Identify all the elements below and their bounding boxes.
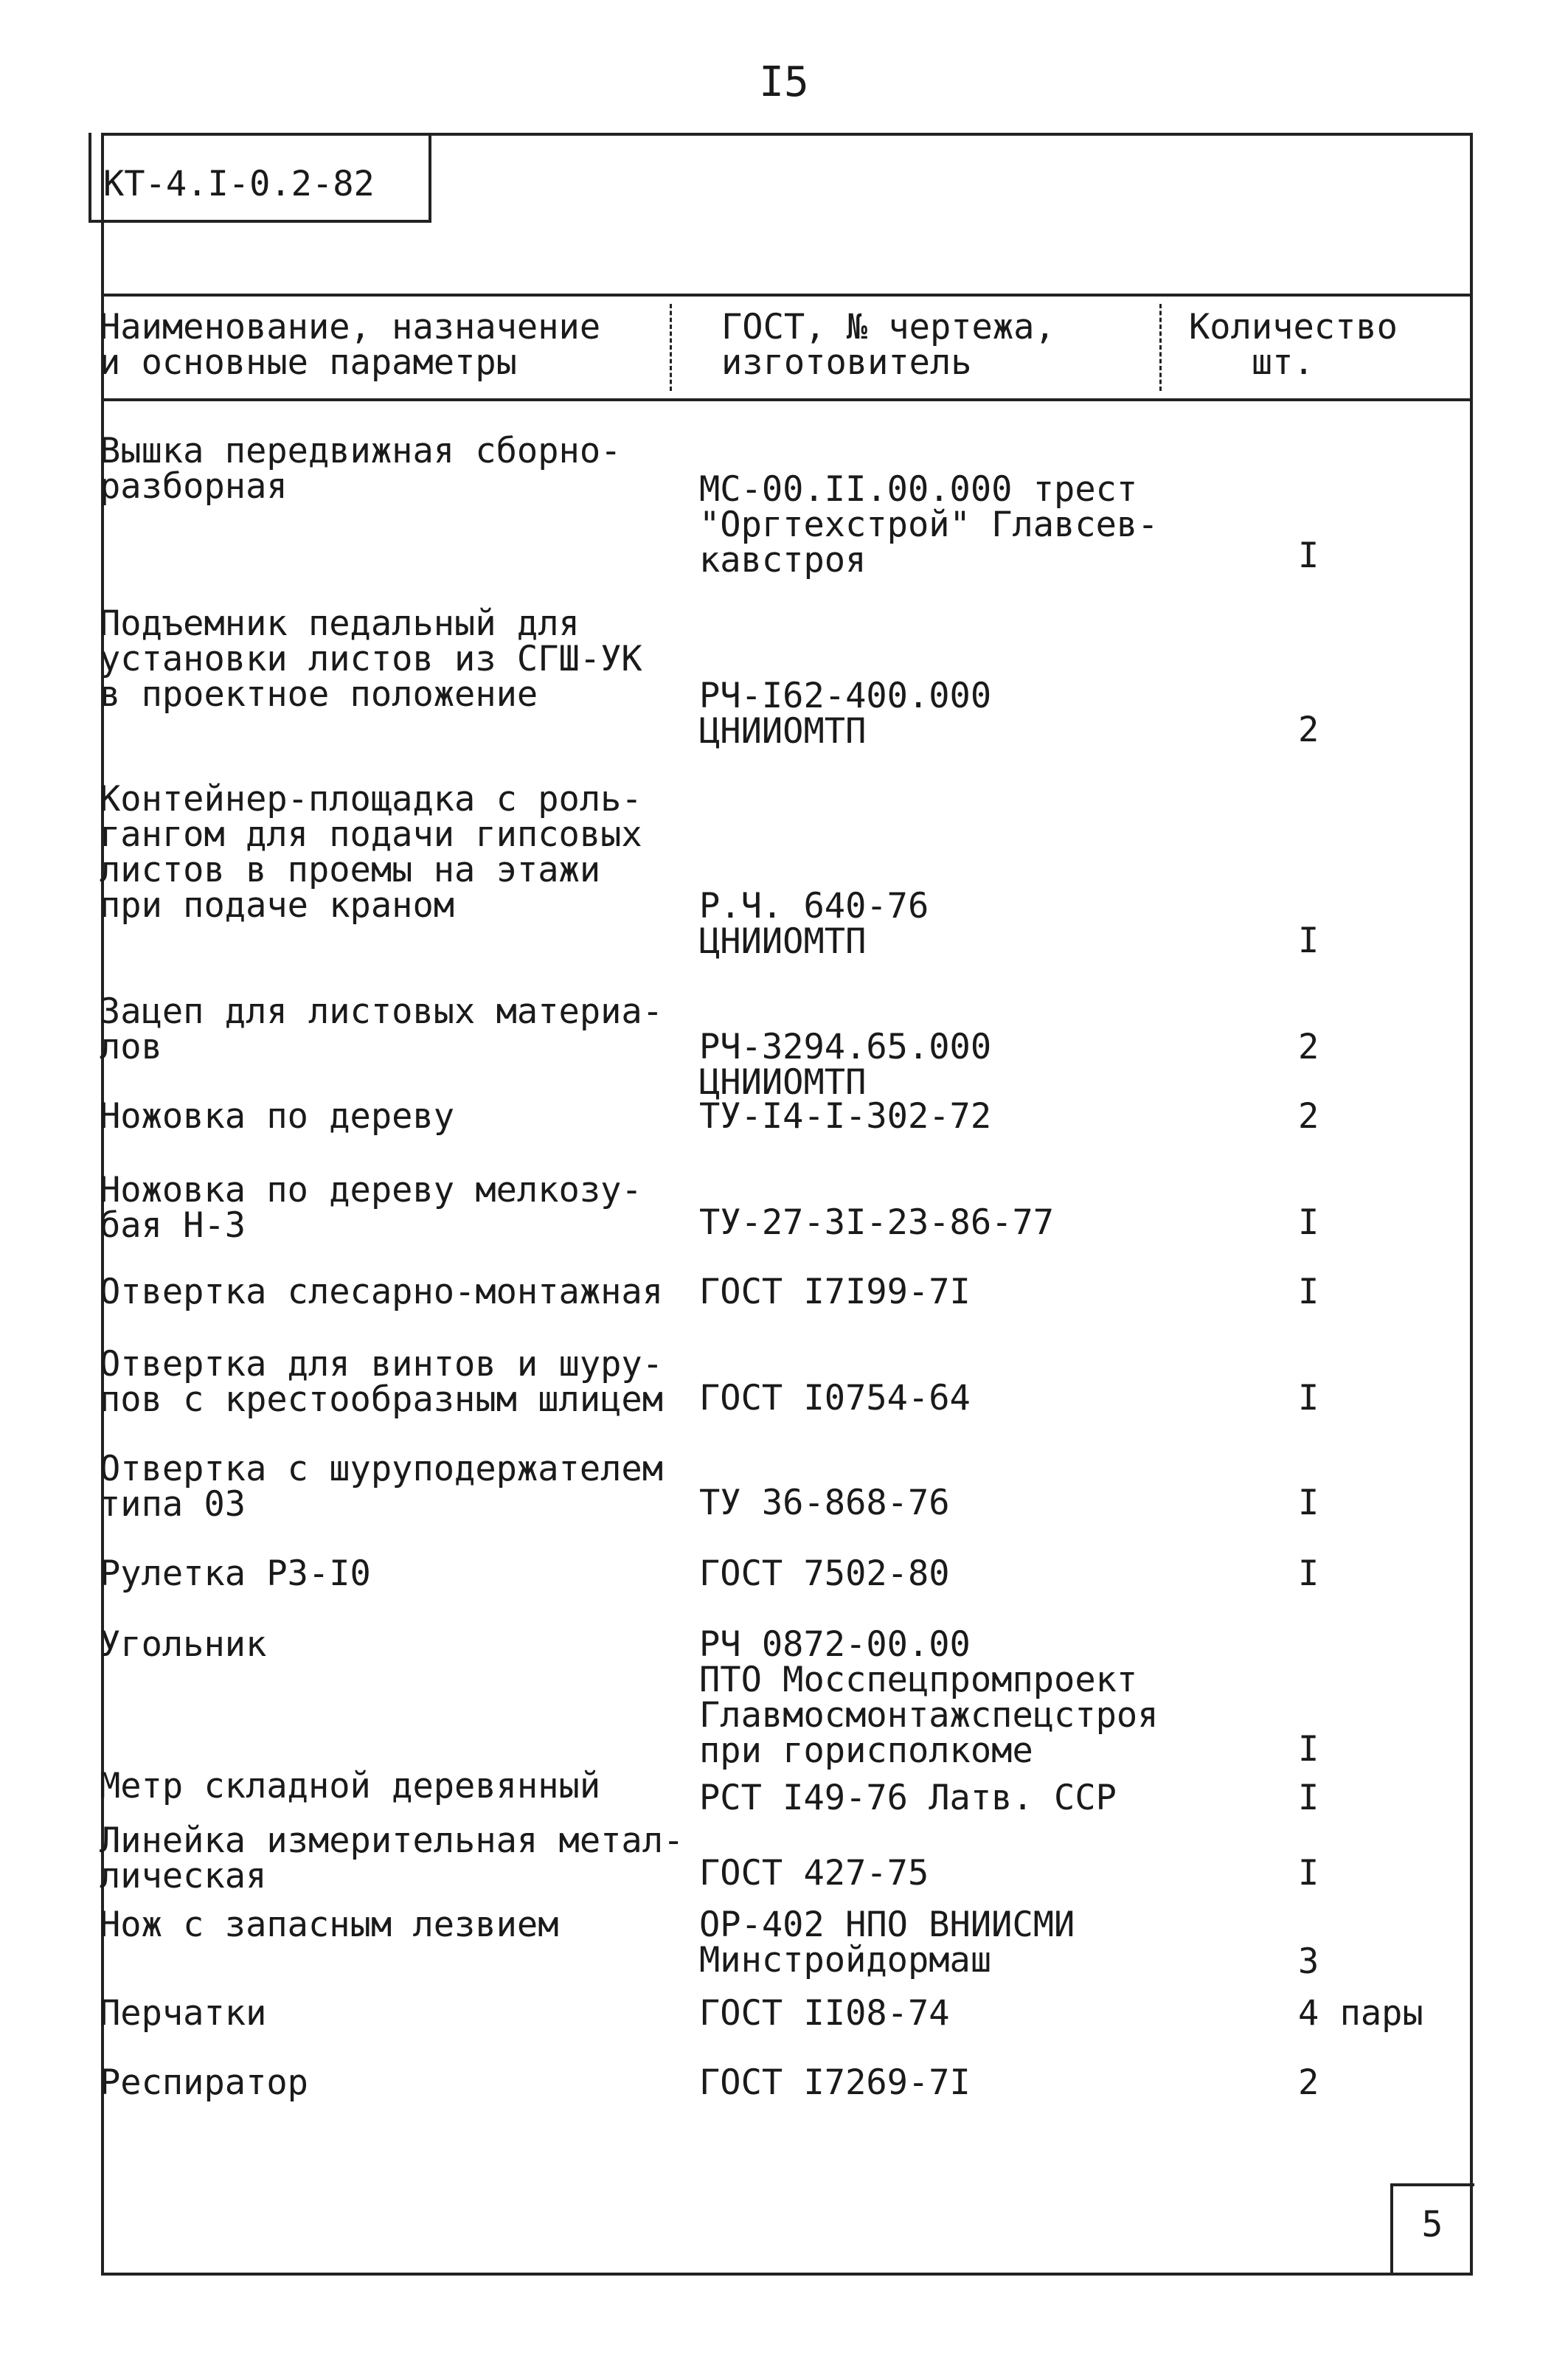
row-4-quantity: 2: [1298, 1027, 1319, 1067]
row-2-gost: РЧ-I62-400.000 ЦНИИОМТП: [699, 676, 992, 752]
row-10-gost: ГОСТ 7502-80: [699, 1553, 950, 1594]
row-12-name: Метр складной деревянный: [100, 1766, 601, 1806]
row-11-quantity: I: [1298, 1729, 1319, 1770]
row-13-name: Линейка измерительная метал- лическая: [100, 1820, 684, 1896]
row-5-name: Ножовка по дереву: [100, 1096, 455, 1137]
row-13-quantity: I: [1298, 1853, 1319, 1893]
header-bottom-rule: [101, 398, 1473, 401]
row-3-gost: Р.Ч. 640-76 ЦНИИОМТП: [699, 886, 929, 962]
row-2-name: Подъемник педальный для установки листов из СГШ-УК в проектное положение: [100, 603, 642, 715]
row-4-name: Зацеп для листовых материа- лов: [100, 991, 664, 1067]
row-8-quantity: I: [1298, 1378, 1319, 1418]
row-4-gost: РЧ-3294.65.000 ЦНИИОМТП: [699, 1027, 992, 1103]
row-14-name: Нож с запасным лезвием: [100, 1905, 559, 1945]
row-10-quantity: I: [1298, 1553, 1319, 1594]
row-15-name: Перчатки: [100, 1993, 267, 2034]
page-number: I5: [759, 58, 809, 106]
row-12-gost: РСТ I49-76 Латв. ССР: [699, 1778, 1117, 1818]
row-10-name: Рулетка РЗ-I0: [100, 1553, 371, 1594]
row-11-name: Угольник: [100, 1624, 267, 1665]
header-top-rule: [101, 294, 1473, 297]
sheet-number: 5: [1421, 2204, 1443, 2245]
row-16-name: Респиратор: [100, 2062, 308, 2103]
row-7-quantity: I: [1298, 1272, 1319, 1312]
row-8-gost: ГОСТ I0754-64: [699, 1378, 971, 1418]
row-14-quantity: 3: [1298, 1941, 1319, 1982]
row-7-name: Отвертка слесарно-монтажная: [100, 1272, 664, 1312]
row-12-quantity: I: [1298, 1778, 1319, 1818]
row-14-gost: ОР-402 НПО ВНИИСМИ Минстройдормаш: [699, 1905, 1075, 1981]
row-1-name: Вышка передвижная сборно- разборная: [100, 431, 622, 507]
column-header-gost: ГОСТ, № чертежа, изготовитель: [721, 307, 1055, 383]
row-2-quantity: 2: [1298, 710, 1319, 750]
document-code: КТ-4.I-0.2-82: [103, 164, 375, 204]
row-16-gost: ГОСТ I7269-7I: [699, 2062, 971, 2103]
row-5-gost: ТУ-I4-I-302-72: [699, 1096, 992, 1137]
row-3-name: Контейнер-площадка с роль- гангом для подачи гипсовых листов в проемы на этажи при подаче краном: [100, 779, 642, 926]
row-5-quantity: 2: [1298, 1096, 1319, 1137]
row-9-quantity: I: [1298, 1483, 1319, 1523]
row-13-gost: ГОСТ 427-75: [699, 1853, 929, 1893]
row-1-gost: МС-00.II.00.000 трест "Оргтехстрой" Главсев- кавстроя: [699, 469, 1159, 581]
row-15-gost: ГОСТ II08-74: [699, 1993, 950, 2034]
column-header-quantity: Количество шт.: [1189, 307, 1398, 383]
row-11-gost: РЧ 0872-00.00 ПТО Мосспецпромпроект Главмосмонтажспецстроя при горисполкоме: [699, 1624, 1159, 1771]
row-1-quantity: I: [1298, 536, 1319, 576]
row-7-gost: ГОСТ I7I99-7I: [699, 1272, 971, 1312]
column-header-name: Наименование, назначение и основные параметры: [100, 307, 601, 383]
row-3-quantity: I: [1298, 921, 1319, 961]
header-divider-1: [670, 304, 672, 391]
row-9-name: Отвертка с шуруподержателем типа 03: [100, 1449, 664, 1525]
header-divider-2: [1159, 304, 1162, 391]
row-6-gost: ТУ-27-3I-23-86-77: [699, 1202, 1055, 1243]
row-16-quantity: 2: [1298, 2062, 1319, 2103]
row-6-name: Ножовка по дереву мелкозу- бая Н-3: [100, 1170, 642, 1246]
row-9-gost: ТУ 36-868-76: [699, 1483, 950, 1523]
row-15-quantity: 4 пары: [1298, 1993, 1423, 2034]
row-8-name: Отвертка для винтов и шуру- пов с крестообразным шлицем: [100, 1344, 664, 1420]
row-6-quantity: I: [1298, 1202, 1319, 1243]
